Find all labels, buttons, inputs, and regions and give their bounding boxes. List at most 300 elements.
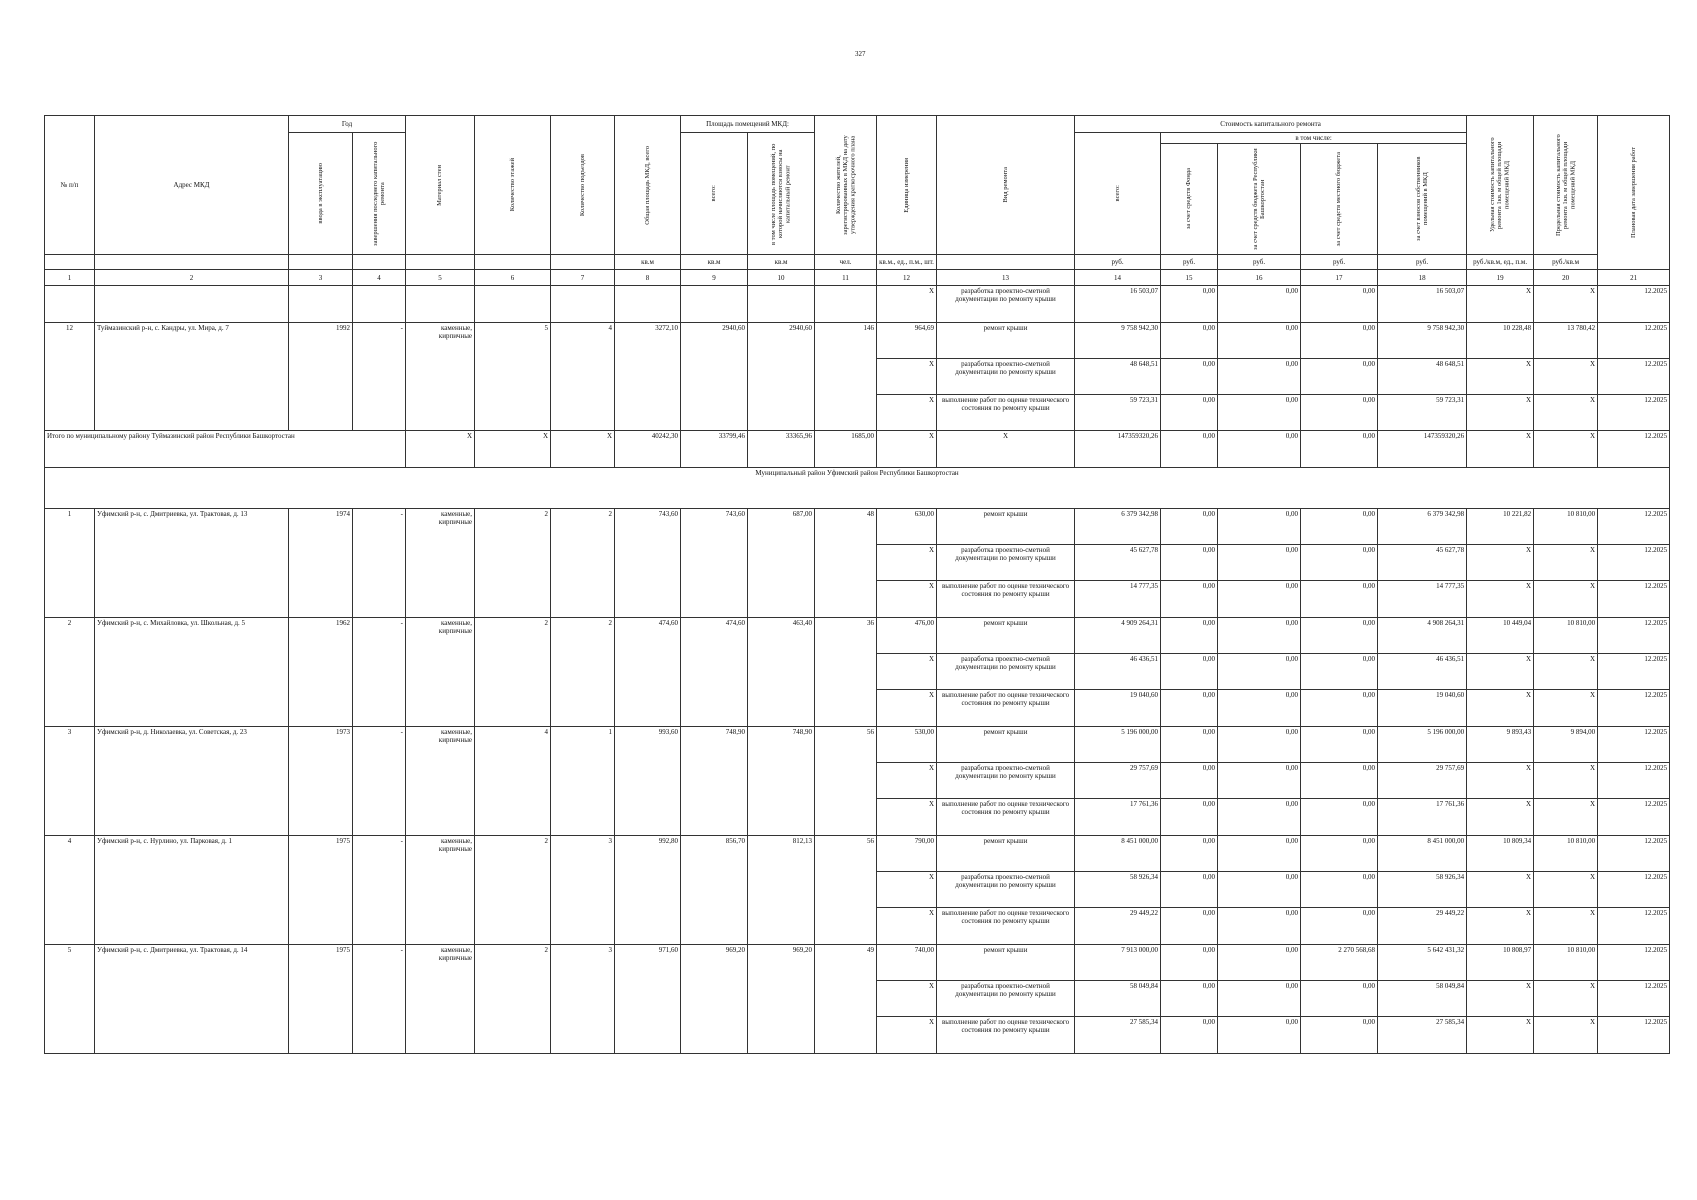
- row-entrances: 2: [551, 509, 615, 618]
- cost-republic: 0,00: [1218, 654, 1301, 690]
- header-cost-group: Стоимость капитального ремонта: [1075, 116, 1467, 133]
- deadline: 12.2025: [1598, 545, 1670, 581]
- deadline: 12.2025: [1598, 323, 1670, 359]
- cost-total: 58 926,34: [1075, 872, 1161, 908]
- header-num: № п/п: [45, 116, 95, 255]
- cost-owners: 27 585,34: [1378, 1017, 1467, 1054]
- unit-value: 630,00: [877, 509, 937, 545]
- cost-fund: 0,00: [1161, 545, 1218, 581]
- header-unit-cost-text: Удельная стоимость капитального ремонта 1кв. м общей площади помещений МКД: [1489, 137, 1511, 233]
- repair-type: разработка проектно-сметной документации по ремонту крыши: [937, 872, 1075, 908]
- cost-local: 0,00: [1301, 395, 1378, 431]
- cost-owners: 5 642 431,32: [1378, 945, 1467, 981]
- cost-owners: 9 758 942,30: [1378, 323, 1467, 359]
- header-entrances: [551, 116, 615, 255]
- repair-type: разработка проектно-сметной документации по ремонту крыши: [937, 359, 1075, 395]
- row-entrances: 3: [551, 945, 615, 1054]
- unit-cost: X: [1467, 1017, 1534, 1054]
- deadline: 12.2025: [1598, 872, 1670, 908]
- cost-fund: 0,00: [1161, 872, 1218, 908]
- header-deadline-text: Плановая дата завершения работ: [1630, 147, 1638, 239]
- unit-cell: руб.: [1075, 255, 1161, 270]
- max-cost: X: [1534, 908, 1598, 945]
- row-year: 1975: [289, 836, 353, 945]
- col-number: 5: [406, 270, 475, 286]
- total-premises-repair: 33365,96: [748, 431, 815, 468]
- row-total-area: 993,60: [615, 727, 681, 836]
- cost-local: 2 270 568,68: [1301, 945, 1378, 981]
- unit-cost: X: [1467, 286, 1534, 323]
- cost-total: 29 757,69: [1075, 763, 1161, 799]
- col-number: 21: [1598, 270, 1670, 286]
- row-premises-repair: 463,40: [748, 618, 815, 727]
- total-cost: 147359320,26: [1075, 431, 1161, 468]
- header-wall-material: [406, 116, 475, 255]
- unit-value: 530,00: [877, 727, 937, 763]
- deadline: 12.2025: [1598, 908, 1670, 945]
- header-residents-text: Количество жителей, зарегистрированных в МКД на дату утверждения краткосрочного плана: [834, 135, 857, 235]
- max-cost: X: [1534, 359, 1598, 395]
- max-cost: X: [1534, 981, 1598, 1017]
- max-cost: X: [1534, 286, 1598, 323]
- total-type: X: [937, 431, 1075, 468]
- header-premises-total-text: всего:: [710, 185, 718, 202]
- row-num: 3: [45, 727, 95, 836]
- cost-fund: 0,00: [1161, 618, 1218, 654]
- deadline: 12.2025: [1598, 836, 1670, 872]
- max-cost: X: [1534, 872, 1598, 908]
- cost-local: 0,00: [1301, 690, 1378, 727]
- row-residents: 48: [815, 509, 877, 618]
- total-deadline: 12.2025: [1598, 431, 1670, 468]
- row-material: каменные, кирпичные: [406, 323, 475, 431]
- col-number: 9: [681, 270, 748, 286]
- col-number: 18: [1378, 270, 1467, 286]
- cost-total: 16 503,07: [1075, 286, 1161, 323]
- row-num: 4: [45, 836, 95, 945]
- unit-cell: руб./кв.м, ед., п.м.: [1467, 255, 1534, 270]
- col-number: 20: [1534, 270, 1598, 286]
- total-area: 40242,30: [615, 431, 681, 468]
- row-last-repair: -: [353, 323, 406, 431]
- cost-local: 0,00: [1301, 908, 1378, 945]
- table-row-continuation: [45, 286, 1670, 323]
- col-number: 4: [353, 270, 406, 286]
- row-premises-repair: 687,00: [748, 509, 815, 618]
- unit-value: X: [877, 545, 937, 581]
- row-premises: 969,20: [681, 945, 748, 1054]
- cost-republic: 0,00: [1218, 981, 1301, 1017]
- row-last-repair: -: [353, 945, 406, 1054]
- cost-owners: 17 761,36: [1378, 799, 1467, 836]
- unit-cell: руб./кв.м: [1534, 255, 1598, 270]
- cost-fund: 0,00: [1161, 981, 1218, 1017]
- table-row: [45, 727, 1670, 763]
- cost-total: 6 379 342,98: [1075, 509, 1161, 545]
- header-cost-total-text: всего:: [1113, 185, 1121, 202]
- unit-value: 740,00: [877, 945, 937, 981]
- unit-cost: X: [1467, 395, 1534, 431]
- unit-value: X: [877, 981, 937, 1017]
- cost-republic: 0,00: [1218, 323, 1301, 359]
- repair-type: ремонт крыши: [937, 509, 1075, 545]
- cost-total: 7 913 000,00: [1075, 945, 1161, 981]
- unit-value: 476,00: [877, 618, 937, 654]
- total-label: Итого по муниципальному району Туймазинский район Республики Башкортостан: [45, 431, 406, 468]
- cost-local: 0,00: [1301, 323, 1378, 359]
- cost-owners: 45 627,78: [1378, 545, 1467, 581]
- deadline: 12.2025: [1598, 945, 1670, 981]
- cost-owners: 46 436,51: [1378, 654, 1467, 690]
- unit-cost: X: [1467, 908, 1534, 945]
- cost-local: 0,00: [1301, 581, 1378, 618]
- cost-owners: 58 926,34: [1378, 872, 1467, 908]
- repair-type: выполнение работ по оценке технического состояния по ремонту крыши: [937, 690, 1075, 727]
- header-repair-type-text: Вид ремонта: [1001, 167, 1009, 203]
- row-address: Туймазинский р-н, с. Кандры, ул. Мира, д. 7: [95, 323, 289, 431]
- row-floors: 2: [475, 509, 551, 618]
- cost-total: 17 761,36: [1075, 799, 1161, 836]
- header-cost-owners: [1378, 144, 1467, 255]
- max-cost: X: [1534, 763, 1598, 799]
- row-total-area: 971,60: [615, 945, 681, 1054]
- cost-fund: 0,00: [1161, 763, 1218, 799]
- cost-owners: 19 040,60: [1378, 690, 1467, 727]
- row-premises: 856,70: [681, 836, 748, 945]
- cost-republic: 0,00: [1218, 727, 1301, 763]
- cost-owners: 6 379 342,98: [1378, 509, 1467, 545]
- cost-local: 0,00: [1301, 509, 1378, 545]
- row-entrances: 2: [551, 618, 615, 727]
- cost-local: 0,00: [1301, 836, 1378, 872]
- total-material: X: [406, 431, 475, 468]
- row-premises: 2940,60: [681, 323, 748, 431]
- cost-owners: 5 196 000,00: [1378, 727, 1467, 763]
- cost-local: 0,00: [1301, 981, 1378, 1017]
- max-cost: 9 894,00: [1534, 727, 1598, 763]
- row-year: 1992: [289, 323, 353, 431]
- header-cost-total: [1075, 133, 1161, 255]
- repair-type: выполнение работ по оценке технического состояния по ремонту крыши: [937, 395, 1075, 431]
- max-cost: X: [1534, 690, 1598, 727]
- cost-owners: 29 757,69: [1378, 763, 1467, 799]
- table-row: [45, 836, 1670, 872]
- col-number: 2: [95, 270, 289, 286]
- deadline: 12.2025: [1598, 763, 1670, 799]
- header-cost-local: [1301, 144, 1378, 255]
- row-premises-repair: 2940,60: [748, 323, 815, 431]
- unit-cost: X: [1467, 872, 1534, 908]
- cost-fund: 0,00: [1161, 359, 1218, 395]
- repair-type: ремонт крыши: [937, 727, 1075, 763]
- cost-fund: 0,00: [1161, 581, 1218, 618]
- max-cost: X: [1534, 799, 1598, 836]
- max-cost: 13 780,42: [1534, 323, 1598, 359]
- row-num: 1: [45, 509, 95, 618]
- header-unit: [877, 116, 937, 255]
- cost-republic: 0,00: [1218, 836, 1301, 872]
- units-row: [45, 255, 1670, 270]
- cost-republic: 0,00: [1218, 581, 1301, 618]
- deadline: 12.2025: [1598, 1017, 1670, 1054]
- cost-republic: 0,00: [1218, 395, 1301, 431]
- row-total-area: 3272,10: [615, 323, 681, 431]
- deadline: 12.2025: [1598, 690, 1670, 727]
- cost-republic: 0,00: [1218, 545, 1301, 581]
- deadline: 12.2025: [1598, 654, 1670, 690]
- unit-value: X: [877, 395, 937, 431]
- repair-type: разработка проектно-сметной документации по ремонту крыши: [937, 545, 1075, 581]
- header-premises-repair-text: в том числе площадь помещений, по которой начисляются взносы на капитальный ремонт: [770, 142, 792, 245]
- unit-cost: X: [1467, 545, 1534, 581]
- row-floors: 2: [475, 836, 551, 945]
- row-address: Уфимский р-н, с. Нурлино, ул. Парковая, д. 1: [95, 836, 289, 945]
- row-total-area: 474,60: [615, 618, 681, 727]
- col-number: 12: [877, 270, 937, 286]
- row-premises-repair: 969,20: [748, 945, 815, 1054]
- deadline: 12.2025: [1598, 509, 1670, 545]
- cost-local: 0,00: [1301, 545, 1378, 581]
- row-residents: 56: [815, 727, 877, 836]
- cost-total: 29 449,22: [1075, 908, 1161, 945]
- total-unit-cost: X: [1467, 431, 1534, 468]
- repair-plan-table: [44, 115, 1670, 1054]
- cost-local: 0,00: [1301, 799, 1378, 836]
- cost-owners: 4 908 264,31: [1378, 618, 1467, 654]
- row-floors: 2: [475, 945, 551, 1054]
- cost-owners: 8 451 000,00: [1378, 836, 1467, 872]
- header-year-last-repair: [353, 133, 406, 255]
- max-cost: 10 810,00: [1534, 836, 1598, 872]
- repair-type: разработка проектно-сметной документации по ремонту крыши: [937, 981, 1075, 1017]
- unit-value: 790,00: [877, 836, 937, 872]
- unit-value: X: [877, 690, 937, 727]
- row-material: каменные, кирпичные: [406, 836, 475, 945]
- row-floors: 2: [475, 618, 551, 727]
- col-number: 7: [551, 270, 615, 286]
- header-repair-type: [937, 116, 1075, 255]
- header-floors: [475, 116, 551, 255]
- cost-fund: 0,00: [1161, 690, 1218, 727]
- cost-fund: 0,00: [1161, 799, 1218, 836]
- cost-total: 59 723,31: [1075, 395, 1161, 431]
- cost-owners: 14 777,35: [1378, 581, 1467, 618]
- unit-cell: кв.м., ед., п.м., шт.: [877, 255, 937, 270]
- row-num: 12: [45, 323, 95, 431]
- repair-type: выполнение работ по оценке технического состояния по ремонту крыши: [937, 581, 1075, 618]
- row-material: каменные, кирпичные: [406, 727, 475, 836]
- col-number: 19: [1467, 270, 1534, 286]
- unit-value: X: [877, 799, 937, 836]
- deadline: 12.2025: [1598, 395, 1670, 431]
- cost-total: 9 758 942,30: [1075, 323, 1161, 359]
- unit-cell: руб.: [1378, 255, 1467, 270]
- col-number: 3: [289, 270, 353, 286]
- row-residents: 146: [815, 323, 877, 431]
- header-cost-fund-text: за счет средств Фонда: [1185, 168, 1193, 230]
- row-year: 1962: [289, 618, 353, 727]
- table-row: [45, 509, 1670, 545]
- row-premises: 743,60: [681, 509, 748, 618]
- cost-total: 5 196 000,00: [1075, 727, 1161, 763]
- col-number: 8: [615, 270, 681, 286]
- row-address: Уфимский р-н, с. Дмитриевка, ул. Трактовая, д. 14: [95, 945, 289, 1054]
- cost-local: 0,00: [1301, 1017, 1378, 1054]
- cost-total: 19 040,60: [1075, 690, 1161, 727]
- max-cost: X: [1534, 581, 1598, 618]
- district-title: Муниципальный район Уфимский район Республики Башкортостан: [45, 468, 1670, 509]
- unit-x: X: [877, 286, 937, 323]
- repair-type: выполнение работ по оценке технического состояния по ремонту крыши: [937, 908, 1075, 945]
- cost-republic: 0,00: [1218, 799, 1301, 836]
- col-number: 11: [815, 270, 877, 286]
- row-last-repair: -: [353, 727, 406, 836]
- deadline: 12.2025: [1598, 618, 1670, 654]
- repair-type: выполнение работ по оценке технического состояния по ремонту крыши: [937, 1017, 1075, 1054]
- row-year: 1975: [289, 945, 353, 1054]
- unit-value: X: [877, 359, 937, 395]
- row-year: 1974: [289, 509, 353, 618]
- page-number: 327: [855, 50, 866, 58]
- row-address: Уфимский р-н, д. Николаевка, ул. Советская, д. 23: [95, 727, 289, 836]
- cost-total: 48 648,51: [1075, 359, 1161, 395]
- row-premises: 474,60: [681, 618, 748, 727]
- cost-fund: 0,00: [1161, 654, 1218, 690]
- max-cost: 10 810,00: [1534, 945, 1598, 981]
- cost-fund: 0,00: [1161, 286, 1218, 323]
- cost-total: 8 451 000,00: [1075, 836, 1161, 872]
- cost-total: 58 049,84: [1075, 981, 1161, 1017]
- row-entrances: 4: [551, 323, 615, 431]
- cost-republic: 0,00: [1218, 872, 1301, 908]
- column-numbers-row: [45, 270, 1670, 286]
- cost-total: 46 436,51: [1075, 654, 1161, 690]
- header-max-cost-text: Предельная стоимость капитального ремонта 1кв. м общей площади помещений МКД: [1554, 134, 1577, 236]
- col-number: 14: [1075, 270, 1161, 286]
- row-year: 1973: [289, 727, 353, 836]
- cost-republic: 0,00: [1218, 945, 1301, 981]
- total-unit: X: [877, 431, 937, 468]
- col-number: 17: [1301, 270, 1378, 286]
- header-unit-text: Единица измерения: [902, 157, 910, 213]
- repair-type: ремонт крыши: [937, 618, 1075, 654]
- deadline: 12.2025: [1598, 727, 1670, 763]
- unit-cell: руб.: [1218, 255, 1301, 270]
- total-owners: 147359320,26: [1378, 431, 1467, 468]
- table-row: [45, 945, 1670, 981]
- header-cost-republic-text: за счет средств бюджета Республики Башкортостан: [1251, 148, 1267, 250]
- cost-fund: 0,00: [1161, 1017, 1218, 1054]
- row-material: каменные, кирпичные: [406, 509, 475, 618]
- unit-cost: X: [1467, 359, 1534, 395]
- row-residents: 36: [815, 618, 877, 727]
- repair-type: ремонт крыши: [937, 945, 1075, 981]
- cost-owners: 29 449,22: [1378, 908, 1467, 945]
- max-cost: X: [1534, 1017, 1598, 1054]
- col-number: 10: [748, 270, 815, 286]
- header-cost-owners-text: за счет взносов собственников помещений в МКД: [1414, 156, 1430, 242]
- row-premises-repair: 812,13: [748, 836, 815, 945]
- max-cost: 10 810,00: [1534, 618, 1598, 654]
- header-entrances-text: Количество подъездов: [578, 153, 586, 217]
- header-premises-group: Площадь помещений МКД:: [681, 116, 815, 133]
- unit-cell: руб.: [1301, 255, 1378, 270]
- max-cost: 10 810,00: [1534, 509, 1598, 545]
- unit-cost: X: [1467, 581, 1534, 618]
- total-premises: 33799,46: [681, 431, 748, 468]
- cost-republic: 0,00: [1218, 509, 1301, 545]
- unit-cost: 10 808,97: [1467, 945, 1534, 981]
- deadline: 12.2025: [1598, 981, 1670, 1017]
- row-total-area: 743,60: [615, 509, 681, 618]
- row-entrances: 3: [551, 836, 615, 945]
- cost-fund: 0,00: [1161, 509, 1218, 545]
- ufa-buildings: [45, 509, 1670, 1054]
- unit-cost: 10 449,04: [1467, 618, 1534, 654]
- row-last-repair: -: [353, 836, 406, 945]
- row-last-repair: -: [353, 509, 406, 618]
- header-residents: [815, 116, 877, 255]
- cost-total: 45 627,78: [1075, 545, 1161, 581]
- deadline: 12.2025: [1598, 286, 1670, 323]
- cost-republic: 0,00: [1218, 359, 1301, 395]
- repair-type: разработка проектно-сметной документации по ремонту крыши: [937, 654, 1075, 690]
- header-unit-cost: [1467, 116, 1534, 255]
- deadline: 12.2025: [1598, 799, 1670, 836]
- cost-republic: 0,00: [1218, 1017, 1301, 1054]
- header-deadline: [1598, 116, 1670, 270]
- header-cost-local-text: за счет средств местного бюджета: [1335, 151, 1343, 247]
- row-premises-repair: 748,90: [748, 727, 815, 836]
- header-total-area: [615, 116, 681, 255]
- cost-total: 4 909 264,31: [1075, 618, 1161, 654]
- cost-owners: 59 723,31: [1378, 395, 1467, 431]
- unit-cost: X: [1467, 981, 1534, 1017]
- cost-republic: 0,00: [1218, 618, 1301, 654]
- total-max-cost: X: [1534, 431, 1598, 468]
- row-num: 5: [45, 945, 95, 1054]
- district-total-row: [45, 431, 1670, 468]
- header-address: Адрес МКД: [95, 116, 289, 255]
- unit-cost: 9 893,43: [1467, 727, 1534, 763]
- row-material: каменные, кирпичные: [406, 945, 475, 1054]
- unit-value: X: [877, 908, 937, 945]
- cost-local: 0,00: [1301, 727, 1378, 763]
- max-cost: X: [1534, 545, 1598, 581]
- cost-local: 0,00: [1301, 618, 1378, 654]
- cost-fund: 0,00: [1161, 945, 1218, 981]
- row-last-repair: -: [353, 618, 406, 727]
- table-row: [45, 323, 1670, 359]
- row-entrances: 1: [551, 727, 615, 836]
- unit-cost: 10 228,48: [1467, 323, 1534, 359]
- header-floors-text: Количество этажей: [508, 158, 516, 212]
- unit-cell: кв.м: [681, 255, 748, 270]
- unit-cost: X: [1467, 654, 1534, 690]
- cost-local: 0,00: [1301, 654, 1378, 690]
- header-cost-republic: [1218, 144, 1301, 255]
- unit-value: 964,69: [877, 323, 937, 359]
- col-number: 1: [45, 270, 95, 286]
- header-year-last-repair-text: завершения последнего капитального ремонта: [371, 141, 386, 246]
- cost-fund: 0,00: [1161, 908, 1218, 945]
- district-header-row: [45, 468, 1670, 509]
- row-premises: 748,90: [681, 727, 748, 836]
- max-cost: X: [1534, 654, 1598, 690]
- cost-local: 0,00: [1301, 763, 1378, 799]
- cost-republic: 0,00: [1218, 690, 1301, 727]
- header-premises-repair: [748, 133, 815, 255]
